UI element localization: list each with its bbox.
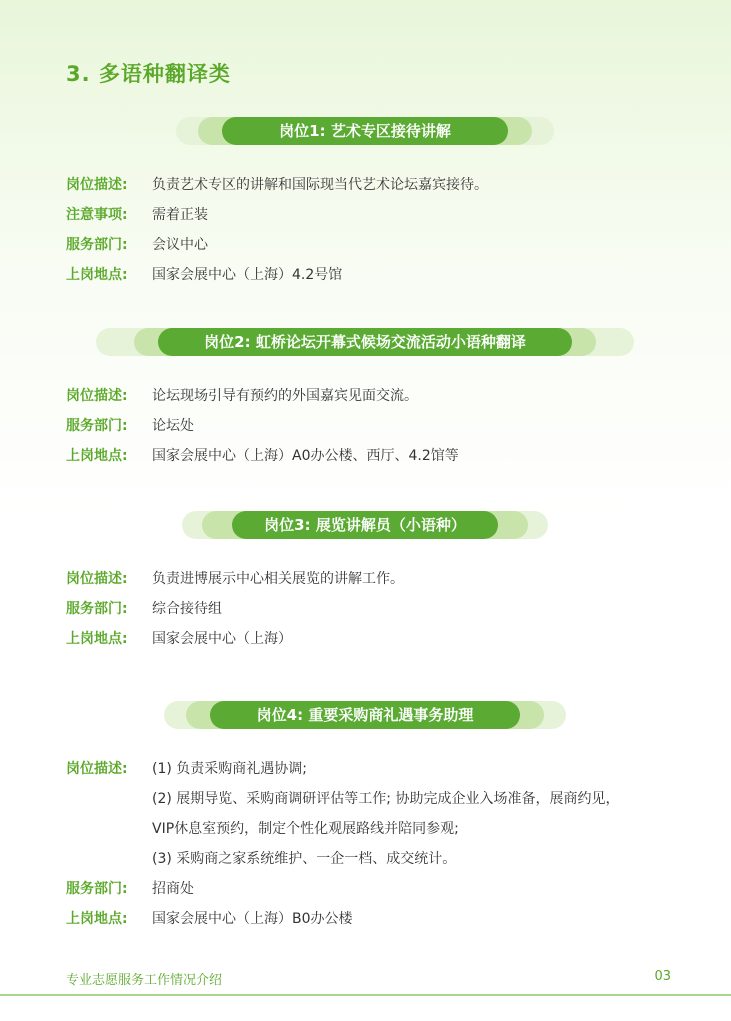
- position-1-notice: 需着正装: [152, 207, 208, 223]
- footer-divider: [0, 994, 731, 996]
- position-4-location: 国家会展中心（上海）B0办公楼: [152, 911, 353, 927]
- position-2-heading: 岗位2: 虹桥论坛开幕式候场交流活动小语种翻译: [158, 328, 572, 356]
- label-dept: 服务部门:: [66, 418, 128, 434]
- position-3-banner: [182, 511, 548, 539]
- label-dept: 服务部门:: [66, 601, 128, 617]
- label-location: 上岗地点:: [66, 267, 128, 283]
- position-3-dept: 综合接待组: [152, 601, 222, 617]
- label-location: 上岗地点:: [66, 631, 128, 647]
- label-dept: 服务部门:: [66, 881, 128, 897]
- label-location: 上岗地点:: [66, 448, 128, 464]
- label-desc: 岗位描述:: [66, 388, 128, 404]
- label-notice: 注意事项:: [66, 207, 128, 223]
- position-3-heading: 岗位3: 展览讲解员（小语种）: [232, 511, 498, 539]
- position-4-desc-line-4: (3) 采购商之家系统维护、一企一档、成交统计。: [152, 851, 457, 867]
- position-4-desc-line-3: VIP休息室预约，制定个性化观展路线并陪同参观;: [152, 821, 459, 837]
- position-4-desc-line-1: (1) 负责采购商礼遇协调;: [152, 761, 307, 777]
- position-2-desc: 论坛现场引导有预约的外国嘉宾见面交流。: [152, 388, 418, 404]
- position-1-desc: 负责艺术专区的讲解和国际现当代艺术论坛嘉宾接待。: [152, 177, 488, 193]
- position-1-heading: 岗位1: 艺术专区接待讲解: [222, 117, 508, 145]
- position-1-location: 国家会展中心（上海）4.2号馆: [152, 267, 343, 283]
- position-2-location: 国家会展中心（上海）A0办公楼、西厅、4.2馆等: [152, 448, 459, 464]
- label-location: 上岗地点:: [66, 911, 128, 927]
- position-4-desc-line-2: (2) 展期导览、采购商调研评估等工作; 协助完成企业入场准备，展商约见，: [152, 791, 620, 807]
- position-1-banner: [176, 117, 554, 145]
- label-desc: 岗位描述:: [66, 177, 128, 193]
- position-3-location: 国家会展中心（上海）: [152, 631, 292, 647]
- position-4-heading: 岗位4: 重要采购商礼遇事务助理: [210, 701, 520, 729]
- position-4-banner: [164, 701, 566, 729]
- label-desc: 岗位描述:: [66, 761, 128, 777]
- label-dept: 服务部门:: [66, 237, 128, 253]
- position-1-dept: 会议中心: [152, 237, 208, 253]
- footer-text: 专业志愿服务工作情况介绍: [66, 973, 223, 988]
- page-title: 3. 多语种翻译类: [66, 62, 231, 86]
- position-2-dept: 论坛处: [152, 418, 194, 434]
- position-3-desc: 负责进博展示中心相关展览的讲解工作。: [152, 571, 404, 587]
- page-number: 03: [654, 969, 671, 984]
- label-desc: 岗位描述:: [66, 571, 128, 587]
- position-4-dept: 招商处: [152, 881, 194, 897]
- position-2-banner: [96, 328, 634, 356]
